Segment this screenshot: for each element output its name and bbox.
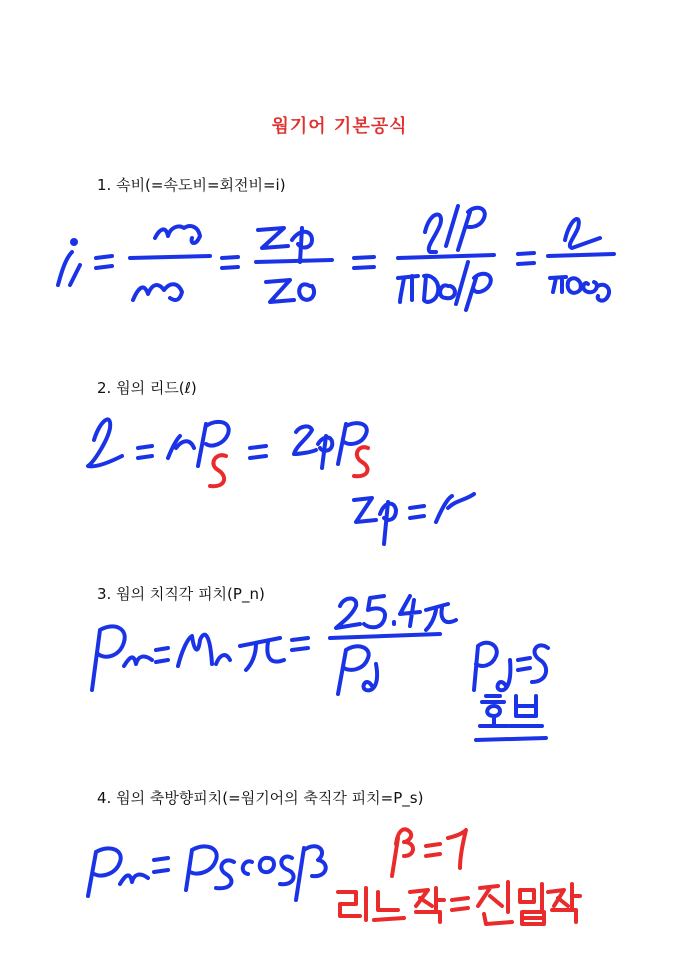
hw-pi — [240, 638, 284, 670]
hw-pn — [92, 626, 152, 690]
hw-equals-8 — [156, 648, 168, 662]
hw-np — [133, 284, 182, 300]
hw-i-dot — [72, 240, 76, 244]
hw-equals-3 — [354, 257, 374, 268]
hw-equals-6 — [250, 446, 266, 458]
hw-deu — [374, 892, 404, 920]
hw-equals-11 — [154, 858, 168, 872]
hw-zw-2 — [294, 426, 332, 468]
hw-zw-3 — [354, 498, 396, 544]
hw-ng — [155, 226, 200, 243]
hw-equals-1 — [96, 256, 112, 268]
hw-gak-2 — [548, 884, 580, 922]
hw-equals-10 — [518, 658, 530, 670]
hw-fraction-bar-1 — [130, 256, 210, 258]
hw-equals-5 — [138, 446, 152, 458]
hw-i — [58, 252, 80, 285]
hw-mn — [178, 635, 230, 666]
hw-cos-beta — [243, 846, 326, 900]
hw-ho — [480, 696, 508, 726]
hw-equals-9 — [292, 638, 308, 650]
hw-gak — [410, 888, 444, 922]
equation-lead — [88, 419, 474, 544]
hw-red-equals-1 — [426, 844, 440, 856]
hw-n — [168, 436, 194, 458]
section-1-heading: 1. 속비(=속도비=회전비=i) — [97, 176, 286, 194]
hw-pd-2 — [474, 643, 510, 691]
section-4-heading: 4. 웜의 축방향피치(=웜기어의 축직각 피치=P_s) — [97, 789, 424, 807]
section-2-heading: 2. 웜의 리드(ℓ) — [97, 379, 197, 397]
hw-underline — [476, 738, 546, 740]
hw-gamma — [448, 830, 466, 868]
hw-p-2 — [338, 423, 367, 464]
equation-speed-ratio — [58, 206, 614, 310]
hw-jin — [478, 882, 512, 924]
hw-equals-7 — [410, 506, 424, 518]
hw-fraction-bar-5 — [330, 634, 440, 638]
hw-red-s-1 — [210, 455, 226, 486]
hw-s — [532, 645, 548, 682]
hw-n-2 — [436, 494, 474, 522]
hw-ri — [338, 888, 366, 920]
hw-pi-dg — [550, 277, 609, 301]
hw-equals-4 — [518, 253, 534, 264]
hw-fraction-bar-4 — [548, 254, 614, 256]
section-3-heading: 3. 웜의 치직각 피치(P_n) — [97, 585, 265, 603]
hw-fraction-bar-3 — [398, 255, 494, 258]
hw-beta — [392, 829, 413, 876]
page-title: 웜기어 기본공식 — [271, 116, 408, 137]
hw-lead-2 — [88, 419, 122, 466]
equation-normal-pitch — [92, 596, 548, 740]
hw-red-s-2 — [354, 447, 368, 476]
hw-pd — [338, 646, 377, 694]
hw-pn-2 — [88, 848, 148, 896]
hw-pi-dg-over-p — [398, 262, 491, 310]
hw-zw — [258, 228, 312, 262]
equation-axial-pitch — [88, 846, 326, 900]
hw-zg — [266, 280, 314, 302]
hw-lead — [565, 219, 600, 248]
hw-red-equals-2 — [452, 898, 468, 910]
hw-beu — [510, 696, 542, 726]
hw-equals-2 — [222, 257, 238, 268]
hw-25-4-pi — [336, 596, 456, 630]
hw-fraction-bar-2 — [256, 260, 332, 262]
hw-ps — [186, 846, 234, 890]
hw-ip — [520, 884, 544, 924]
hw-lead-over-p — [425, 206, 485, 252]
